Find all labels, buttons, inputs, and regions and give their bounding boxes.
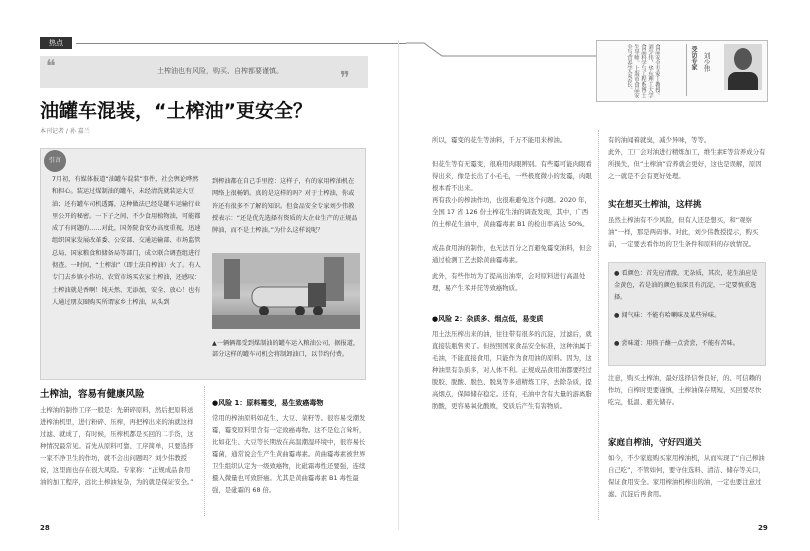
header-rule-diagonal	[406, 42, 606, 62]
col2-paragraph-2: 此外，工厂会对油进行精炼加工，维生素E等营养成分有所损失，但“土榨油”营养就会更好，这也是误解，原因之一就是不会有更好处理。	[608, 148, 766, 180]
risk1-body: 常用的榨油原料如花生、大豆、菜籽等。很容易受潮发霉，霉变原料里含有一定致癌毒物。这不是危言耸听，比如花生、大豆等长期放在高温潮湿环境中，很容易长霉菌，通常说会生产生黄曲霉毒素。黄曲霉毒素被世界卫生组织认定为一级致癌物，比砒霜毒性还要强，连续摄入微量也可致肝癌。尤其是黄曲霉毒素 B1 毒性最强，是砒霜的 68 倍。	[212, 414, 366, 494]
section-tag: 热点	[40, 37, 72, 49]
col2-after-box: 注意，购买土榨油，最好选择信誉良好，的、可信赖的作坊，自榨时更要谨慎，土榨油保存期短，买回要尽快吃完，低温、避光储存。	[608, 374, 762, 406]
intro-column-2: 到榨油都在自己手里控：这样子，有的家用榨油机在网络上很畅销。真的是这样的吗？对于土榨油，你或许还有很多不了解的知识。但食品安全专家刘少伟教授表示：“还是优先选择有资质的大企业生产的正规品牌油，而不是土榨油。”为什么这样说呢？	[212, 178, 358, 235]
byline: 本刊记者 / 孙 嘉兰	[40, 128, 90, 135]
col1-paragraph-2: 但花生等有无霉变，很难用肉眼辨别。有些霉可能肉眼看得出来，像是长出了小毛毛，一些极度微小的发霉，肉眼根本看不出来。	[432, 160, 592, 192]
page-number-left: 28	[40, 524, 50, 532]
heading-risk-1: ●风险 1：原料霉变，易生致癌毒物	[212, 399, 324, 407]
open-quote-icon: ❝	[46, 56, 56, 77]
intro-badge: 引言	[44, 150, 66, 172]
expert-label: 受访专家	[690, 46, 697, 70]
col2-paragraph-1: 有的油闻着就臭，减少异味，等等。	[608, 136, 711, 144]
section1-body: 土榨油的制作工序一般是：先研碎原料，然后把原料送进榨油机里，进行粉碎、压榨，再把榨出来的油就这样过滤、就成了，有时候，压榨机都是买回的二手货，这种情况最常见。首先从原料可靠、工序简单，只要选择一家不净卫生的作坊，就不会出问题吗？刘少伟教授说，这里面也存在很大风险。专家称：“正规成品食用油的加工程序，远比土榨油复杂，为的就是保证安全。”	[40, 406, 194, 486]
column-divider	[204, 386, 205, 516]
intro-column-1: 7月初，有媒体报道“油罐车混装”事件，社会舆论哗然和担心。装运过煤制油的罐车，未经清洗就装运大豆油；还有罐车司机透露，这种做法已经是罐车运输行业里公开的秘密。一下子之间，不少食用植物油，可能都成了有问题的……对此，国务院食安办高度重视，迅速组织国家发展改革委、公安部、交通运输部、市场监管总局、国家粮食和储备局等部门，成立联合调查组进行彻查。一时间，“土榨油”（即土法自榨油）火了。有人专门去乡镇小作坊、农贸市场买农家土榨油，还感叹：土榨油就是香啊！纯天然、无添加，安全、放心！也有人通过朋友圈购买所谓家乡土榨油，从头到	[52, 176, 201, 306]
close-quote-icon: ❞	[340, 68, 350, 89]
heading-risk-2: ●风险 2：杂质多、烟点低，易变质	[432, 315, 544, 323]
pull-quote: 土榨油也有风险，购买、自榨都要谨慎。	[157, 67, 283, 75]
expert-name: 刘少伟	[702, 52, 710, 72]
heading-home-pressing: 家庭自榨油，守好四道关	[608, 438, 702, 448]
risk2-body: 用土法压榨出来的油，往往带有很多的沉淀，过滤后，就直接装瓶售卖了。但按照国家食品安全标准，这种油属于毛油，不能直接食用，只能作为食用油的原料。因为，这种油里有杂质多，对人体不利。正规成品食用油都要经过脱胶、脱酸、脱色、脱臭等多道精炼工序，去除杂质，提高烟点，保障储存稳定。还有，毛油中含有大量的游离脂肪酸，更容易氧化酸败，变质后产生有害物质。	[432, 330, 592, 410]
article-title: 油罐车混装，“土榨油”更安全？	[40, 100, 312, 122]
expert-avatar-body	[728, 72, 758, 90]
tip-taste: ● 尝味道：用筷子蘸一点尝尝，不能有苦味。	[614, 340, 739, 347]
col1-paragraph-5: 此外，有些作坊为了提高出油率，会对原料进行高温处理，易产生苯并芘等致癌物质。	[432, 272, 586, 292]
tip-smell: ● 闻气味：不能有哈喇味及某些异味。	[614, 312, 721, 319]
photo-caption: ▲一辆辆都受到煤制油的罐车运入粮油公司，据报道，部分这样的罐车司机会将制卸油口，以节约付费。	[212, 340, 360, 358]
col1-paragraph-1: 所以，霉变的花生等油料，千万不能用来榨油。	[432, 136, 567, 144]
heading-how-to-choose: 实在想买土榨油，这样挑	[608, 200, 702, 210]
expert-avatar-head	[734, 48, 752, 70]
section3-body: 如今，不少家庭购买家用榨油机，从而实现了“自己榨油自己吃”，不管如何，要守住选料、清洁、储存等关口，保证食用安全。家用榨油机榨出的油，一定也要注意过滤、沉淀后再食用。	[608, 454, 765, 498]
section2-body: 虽然土榨油有不少风险，但有人还是想买，和“观察油”一样，那是两码事。对此，刘少伟教授提示，购买前，一定要去看作坊的卫生条件和原料的存放情况。	[608, 216, 759, 248]
col1-paragraph-3: 再有我小的榨油作坊，也很难避免这个问题。2020 年，全国 17 省 126 份土榨花生油的调查发现，其中，广西的土榨花生油中，黄曲霉毒素 B1 的检出率高达 50%。	[432, 196, 591, 228]
col1-paragraph-4: 成品食用油的制作，也无法百分之百避免霉变油料，但会通过检测工艺去除黄曲霉毒素。	[432, 244, 592, 264]
tip-color: ● 看颜色：首先应清澈，无杂质，其次，花生油应是金黄色，若是油的颜色很深且有沉淀，一定要慎重选择。	[614, 270, 758, 301]
tanker-truck-photo	[212, 253, 360, 329]
header-rule	[76, 43, 406, 44]
page-number-right: 29	[758, 524, 768, 532]
truck-illustration	[212, 253, 360, 329]
expert-bio: 食品安全专家丨教授。刘少伟，华东理工大学食品科学与工程系博士生导师。上海市食品安全与营养学会会长。	[626, 44, 660, 98]
heading-health-risk: 土榨油，容易有健康风险	[40, 389, 145, 400]
spine	[398, 40, 399, 530]
column-divider-right	[598, 130, 599, 520]
expert-divider	[686, 44, 687, 96]
